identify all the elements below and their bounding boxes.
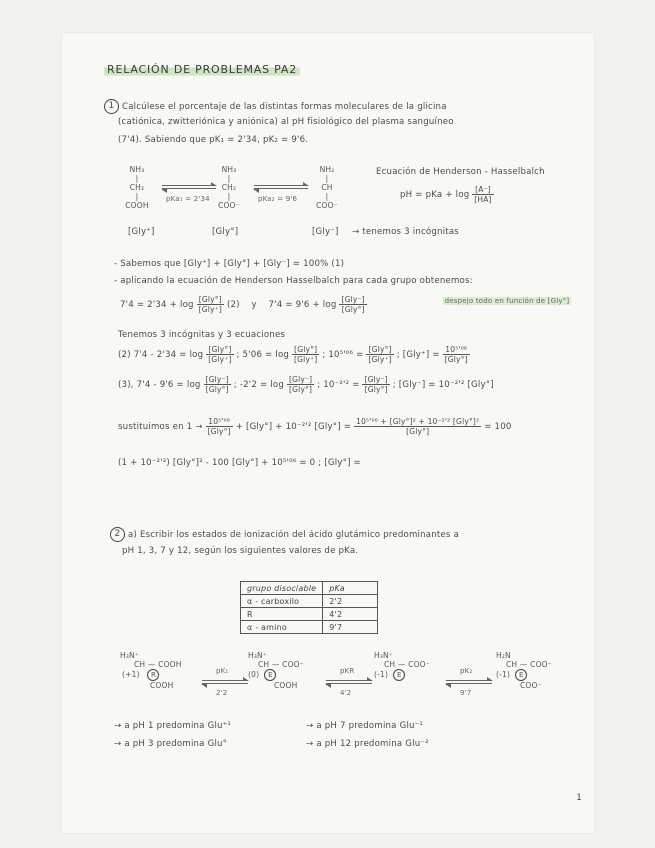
arrow-label-pk1: pK₁ xyxy=(216,667,229,675)
problem-2-statement-line-1: 2 a) Escribir los estados de ionización del ácido glutámico predominantes a xyxy=(110,527,459,542)
henderson-title: Ecuación de Henderson - Hasselbalch xyxy=(376,167,545,177)
equilibrium-arrow-1 xyxy=(162,183,216,191)
table-header-pka: pKa xyxy=(323,582,378,595)
page-number: 1 xyxy=(576,793,582,803)
unknowns-note: → tenemos 3 incógnitas xyxy=(352,227,459,237)
glutamate-form-3: H₃N⁺ CH — COO⁻ (-1) E xyxy=(374,651,430,679)
label-gly-cation: [Gly⁺] xyxy=(128,227,155,237)
pka-table xyxy=(240,581,378,634)
problem-1-number: 1 xyxy=(104,99,119,114)
glutamate-form-4: H₂N CH — COO⁻ (-1) E COO⁻ xyxy=(496,651,552,690)
result-ph-12: → a pH 12 predomina Glu⁻² xyxy=(306,739,429,749)
pka2-label: pKa₂ = 9'6 xyxy=(258,195,298,203)
henderson-equation: pH = pKa + log $\frac{[A^-]}{[HA]}$ xyxy=(400,185,492,204)
solve-equation-3: (3), 7'4 - 9'6 = log $\frac{\text{[Gly⁻]}}{\text{[Gly°]}}$ ; -2'2 = log $\frac{\text{[Gly⁻]}}{\text{[Gly°]}}$ ; 10⁻²'² = $\frac{\text{[Gly⁻]}}{\text{[Gly°]}}$ ; [Gly⁻] = 10⁻²'² [Gly°] xyxy=(118,375,494,394)
glycine-anionic-structure: NH₂ | CH | COO⁻ xyxy=(316,165,338,210)
equilibrium-arrow-2 xyxy=(254,183,308,191)
quadratic-equation: (1 + 10⁻²'²) [Gly°]² - 100 [Gly°] + 10⁵'⁰⁶ = 0 ; [Gly°] = xyxy=(118,458,361,468)
substitution-equation: sustituimos en 1 → $\frac{\text{10⁵'⁰⁶}}{\text{[Gly°]}}$ + [Gly°] + 10⁻²'² [Gly°] = $\frac{\text{10⁵'⁰⁶ + [Gly°]² + 10⁻²'² [Gly°]²}}{\text{[Gly°]}}$ = 100 xyxy=(118,417,512,436)
page-title: RELACIÓN DE PROBLEMAS PA2 xyxy=(104,63,300,76)
arrow-value-pk2: 9'7 xyxy=(460,689,472,697)
henderson-application: - aplicando la ecuación de Henderson Hasselbalch para cada grupo obtenemos: xyxy=(114,276,473,286)
arrow-label-pkr: pKR xyxy=(340,667,355,675)
table-row: α - amino 9'7 xyxy=(241,621,378,634)
problem-1-statement-line-2: (catiónica, zwitteriónica y aniónica) al pH fisiológico del plasma sanguíneo xyxy=(118,117,454,127)
problem-1-statement-line-1: 1 Calcúlese el porcentaje de las distintas formas moleculares de la glicina xyxy=(104,99,447,114)
result-ph-7: → a pH 7 predomina Glu⁻¹ xyxy=(306,721,424,731)
problem-1-statement-line-3: (7'4). Sabiendo que pK₁ = 2'34, pK₂ = 9'6. xyxy=(118,135,309,145)
arrow-value-pkr: 4'2 xyxy=(340,689,352,697)
notebook-page xyxy=(62,33,594,833)
glutamate-form-2: H₃N⁺ CH — COO⁻ (0) E COOH xyxy=(248,651,304,690)
arrow-label-pk2: pK₂ xyxy=(460,667,473,675)
equilibrium-arrow-pk1 xyxy=(202,678,248,686)
known-sum-equation: - Sabemos que [Gly⁺] + [Gly°] + [Gly⁻] = 100% (1) xyxy=(114,259,345,269)
glycine-zwitterion-structure: NH₃ | CH₂ | COO⁻ xyxy=(218,165,240,210)
table-row: R 4'2 xyxy=(241,608,378,621)
glutamate-form-1: H₃N⁺ CH — COOH (+1) R COOH xyxy=(120,651,182,690)
table-header-group: grupo disociable xyxy=(241,582,323,595)
label-gly-anion: [Gly⁻] xyxy=(312,227,339,237)
solve-equation-2: (2) 7'4 - 2'34 = log $\frac{\text{[Gly°]}}{\text{[Gly⁺]}}$ ; 5'06 = log $\frac{\text{[Gly°]}}{\text{[Gly⁺]}}$ ; 10⁵'⁰⁶ = $\frac{\text{[Gly°]}}{\text{[Gly⁺]}}$ ; [Gly⁺] = $\frac{\text{10⁵'⁰⁶}}{\text{[Gly°]}}$ xyxy=(118,345,468,364)
problem-2-number: 2 xyxy=(110,527,125,542)
equation-2: 7'4 = 2'34 + log $\frac{\text{[Gly°]}}{\text{[Gly⁺]}}$ (2) y 7'4 = 9'6 + log $\frac{\text{[Gly⁻]}}{\text{[Gly°]}}$ xyxy=(120,295,365,314)
result-ph-1: → a pH 1 predomina Glu⁺¹ xyxy=(114,721,232,731)
equilibrium-arrow-pk2 xyxy=(446,678,492,686)
result-ph-3: → a pH 3 predomina Glu° xyxy=(114,739,228,749)
table-row: α - carboxilo 2'2 xyxy=(241,595,378,608)
three-unknowns-note: Tenemos 3 incógnitas y 3 ecuaciones xyxy=(118,330,286,340)
arrow-value-pk1: 2'2 xyxy=(216,689,228,697)
table-header-row xyxy=(241,582,378,595)
equilibrium-arrow-pkr xyxy=(326,678,372,686)
pka1-label: pKa₁ = 2'34 xyxy=(166,195,210,203)
label-gly-zwitterion: [Gly°] xyxy=(212,227,239,237)
problem-2-statement-line-2: pH 1, 3, 7 y 12, según los siguientes valores de pKa. xyxy=(122,546,359,556)
isolate-note: despejo todo en función de [Gly°] xyxy=(444,297,570,305)
glycine-cationic-structure: NH₃ | CH₂ | COOH xyxy=(125,165,149,210)
